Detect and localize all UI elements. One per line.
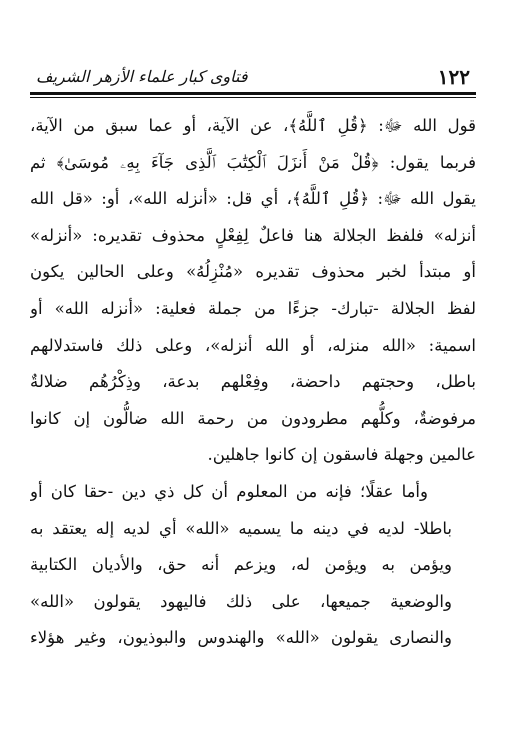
text-line: قول الله ﷻ: ﴿قُلِ ٱللَّهُ﴾، عن الآية، أو عما سبق من الآية، bbox=[30, 116, 476, 135]
header-rule-thick bbox=[30, 92, 476, 95]
page-number: ١٢٢ bbox=[437, 65, 470, 89]
text-line: يقول الله ﷻ: ﴿قُلِ ٱللَّهُ﴾، أي قل: «أنزله الله»، أو: «قل الله bbox=[30, 189, 476, 209]
text-line: أو مبتدأ لخبر محذوف تقديره «مُنْزِلُهُ» وعلى الحالين يكون bbox=[30, 262, 476, 282]
text-line: أنزله» فلفظ الجلالة هنا فاعلٌ لِفِعْلٍ محذوف تقديره: «أنزله» bbox=[30, 225, 476, 245]
text-line: اسمية: «الله منزله، أو الله أنزله»، وعلى ذلك فاستدلالهم bbox=[30, 335, 476, 355]
running-title: فتاوى كبار علماء الأزهر الشريف bbox=[36, 67, 248, 86]
text-line: والوضعية جميعها، على ذلك فاليهود يقولون «الله» bbox=[30, 591, 452, 611]
text-line: باطل، وحجتهم داحضة، وفِعْلهم بدعة، وذِكْرُهُم ضلالةٌ bbox=[30, 372, 476, 392]
paragraph-2 bbox=[30, 474, 476, 657]
page-header bbox=[36, 62, 470, 88]
text-line: فربما يقول: ﴿قُلْ مَنْ أَنزَلَ ٱلْكِتَٰبَ ٱلَّذِى جَآءَ بِهِۦ مُوسَىٰ﴾ ثم bbox=[30, 152, 476, 172]
text-line: باطلا- لديه في دينه ما يسميه «الله» أي لديه إله يعتقد به bbox=[30, 518, 452, 538]
text-line: مرفوضةٌ، وكلُّهم مطرودون من رحمة الله ضالُّون إن كانوا bbox=[30, 408, 476, 428]
text-line: والنصارى يقولون «الله» والهندوس والبوذيون، وغير هؤلاء bbox=[30, 628, 452, 648]
paragraph-1 bbox=[30, 108, 476, 474]
text-line: وأما عقلًا؛ فإنه من المعلوم أن كل ذي دين -حقا كان أو bbox=[30, 481, 428, 501]
body-text bbox=[30, 108, 476, 657]
header-rule-thin bbox=[30, 97, 476, 98]
text-line: عالمين وجهلة فاسقون إن كانوا جاهلين. bbox=[207, 445, 476, 465]
text-line: لفظ الجلالة -تبارك- جزءًا من جملة فعلية: «أنزله الله» أو bbox=[30, 298, 476, 318]
text-line: ويؤمن به ويؤمن له، ويزعم أنه حق، والأديان الكتابية bbox=[30, 555, 452, 575]
